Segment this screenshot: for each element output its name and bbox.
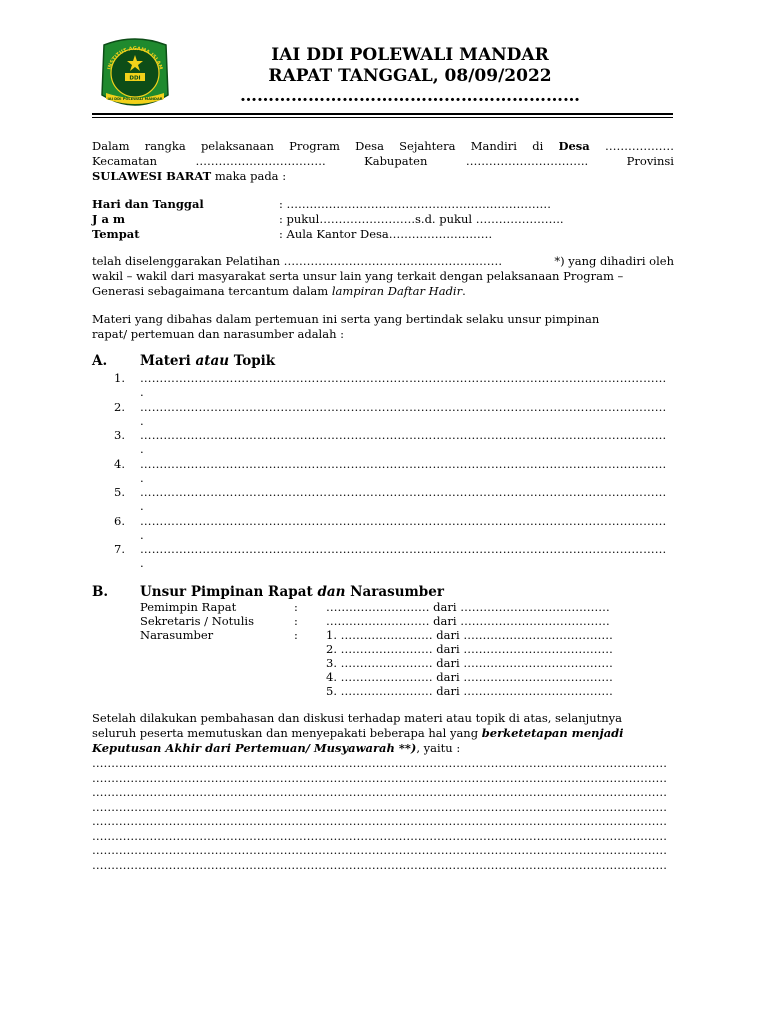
para3-line-1: Materi yang dibahas dalam pertemuan ini serta yang bertindak selaku unsur pimpinan [92, 312, 600, 326]
conclusion-fill-line: …………………………………………………………………………………………………………………………………… [92, 756, 667, 770]
conclusion-fill-line: …………………………………………………………………………………………………………………………………… [92, 814, 667, 828]
conclusion-fill-line: …………………………………………………………………………………………………………………………………… [92, 828, 667, 843]
topic-number: 7. [114, 542, 125, 556]
jam-label: J a m [92, 212, 126, 226]
topic-fill-trail: . [140, 527, 144, 542]
topic-fill-trail: . [140, 385, 144, 399]
tempat-label: Tempat [92, 227, 140, 241]
logo-center-text: DDI [129, 75, 141, 82]
para2-line-1: telah diselenggarakan Pelatihan ………………………………………………… *) yang dihadiri oleh [92, 254, 674, 268]
role-label-narasumber: Narasumber [140, 628, 214, 642]
role-label-sekretaris: Sekretaris / Notulis [140, 614, 254, 628]
role-colon: : [294, 614, 298, 628]
topic-number: 6. [114, 513, 125, 528]
tempat-value: : Aula Kantor Desa……………………… [279, 227, 493, 241]
conclusion-line-1: Setelah dilakukan pembahasan dan diskusi terhadap materi atau topik di atas, selanjutnya [92, 711, 623, 725]
topic-fill-trail: . [140, 442, 144, 456]
para2-line-2: wakil – wakil dari masyarakat serta unsur lain yang terkait dengan pelaksanaan Program – [92, 269, 624, 283]
topic-number: 3. [114, 428, 125, 442]
para3-line-2: rapat/ pertemuan dan narasumber adalah : [92, 327, 345, 341]
topic-number: 5. [114, 485, 125, 499]
section-b-letter: B. [92, 584, 109, 600]
topic-fill-trail: . [140, 470, 144, 485]
role-value-narasumber-3: 3. …………………… dari ………………………………… [326, 656, 613, 670]
role-label-pemimpin: Pemimpin Rapat [140, 600, 237, 614]
jam-value: : pukul…………………….s.d. pukul ………………….. [279, 212, 564, 226]
section-a-title: Materi atau Topik [140, 353, 276, 369]
conclusion-fill-line: …………………………………………………………………………………………………………………………………… [92, 785, 667, 799]
logo-arc-text: INSTITUT AGAMA ISLAM [106, 45, 164, 71]
topic-fill-line: ……………………………………………………………………………………………………………………… [140, 485, 667, 499]
role-value-narasumber-1: 1. …………………… dari ………………………………… [326, 628, 613, 642]
role-value-sekretaris: ……………………… dari ………………………………… [326, 614, 610, 628]
role-value-pemimpin: ……………………… dari ………………………………… [326, 600, 610, 614]
conclusion-line-2: seluruh peserta memutuskan dan menyepakati beberapa hal yang berketetapan menjadi [92, 726, 624, 740]
topic-fill-trail: . [140, 413, 144, 428]
role-value-narasumber-4: 4. …………………… dari ………………………………… [326, 670, 613, 684]
topic-fill-line: ……………………………………………………………………………………………………………………… [140, 399, 667, 414]
conclusion-fill-line: …………………………………………………………………………………………………………………………………… [92, 857, 667, 872]
iai-ddi-logo [96, 35, 174, 113]
header-rule-thin [92, 117, 673, 118]
section-a-letter: A. [92, 353, 108, 369]
conclusion-fill-line: …………………………………………………………………………………………………………………………………… [92, 770, 667, 785]
intro-line-3: SULAWESI BARAT maka pada : [92, 169, 287, 183]
section-b-title: Unsur Pimpinan Rapat dan Narasumber [140, 584, 444, 600]
header-dotted-line: …………………………………………………… [240, 86, 580, 106]
role-value-narasumber-2: 2. …………………… dari ………………………………… [326, 642, 613, 656]
para2-line-3: Generasi sebagaimana tercantum dalam lampiran Daftar Hadir. [92, 284, 466, 298]
role-colon: : [294, 600, 298, 614]
topic-fill-line: ……………………………………………………………………………………………………………………… [140, 542, 667, 556]
hari-value: : …………………………………………………………… [279, 197, 552, 211]
hari-label: Hari dan Tanggal [92, 197, 204, 211]
header-rule-thick [92, 113, 673, 115]
header-meeting-date: RAPAT TANGGAL, 08/09/2022 [268, 66, 552, 86]
topic-fill-trail: . [140, 499, 144, 513]
topic-fill-line: ……………………………………………………………………………………………………………………… [140, 371, 667, 385]
topic-fill-trail: . [140, 556, 144, 570]
conclusion-fill-line: …………………………………………………………………………………………………………………………………… [92, 843, 667, 857]
topic-fill-line: ……………………………………………………………………………………………………………………… [140, 428, 667, 442]
role-colon: : [294, 628, 298, 642]
topic-number: 2. [114, 399, 125, 414]
conclusion-line-3: Keputusan Akhir dari Pertemuan/ Musyawarah **), yaitu : [92, 741, 461, 755]
intro-line-1: Dalam rangka pelaksanaan Program Desa Sejahtera Mandiri di Desa ……………… [92, 139, 674, 153]
topic-number: 1. [114, 371, 125, 385]
topic-fill-line: ……………………………………………………………………………………………………………………… [140, 456, 667, 471]
role-value-narasumber-5: 5. …………………… dari ………………………………… [326, 684, 613, 698]
logo-ribbon-text: IAI DDI POLEWALI MANDAR [107, 97, 163, 101]
header-institution: IAI DDI POLEWALI MANDAR [271, 45, 549, 65]
topic-number: 4. [114, 456, 125, 471]
topic-fill-line: ……………………………………………………………………………………………………………………… [140, 513, 667, 528]
intro-line-2: Kecamatan ……………………………. Kabupaten ………………………….. Provinsi [92, 154, 674, 168]
conclusion-fill-line: …………………………………………………………………………………………………………………………………… [92, 799, 667, 814]
